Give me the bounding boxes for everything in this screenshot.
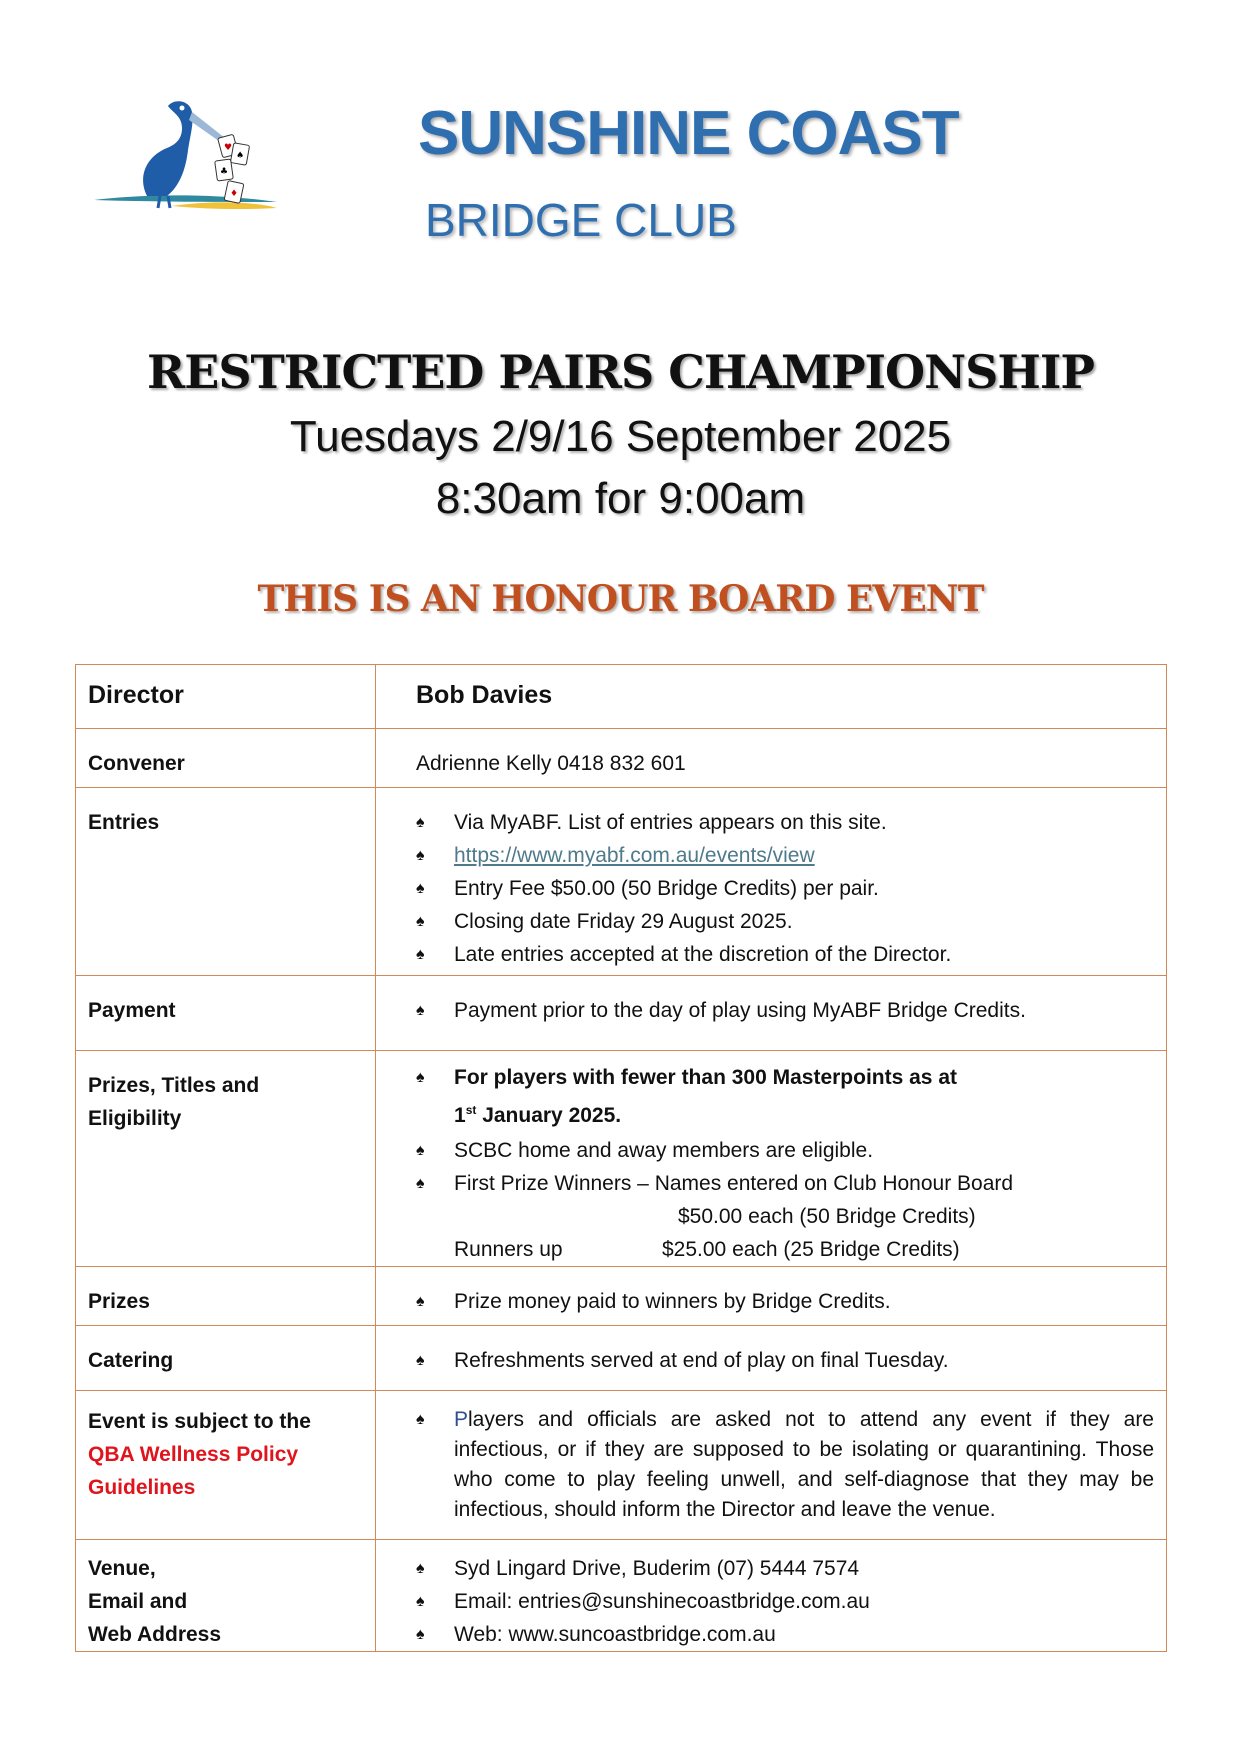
payment-list [376,976,1167,1051]
venue-address: Syd Lingard Drive, Buderim (07) 5444 7574 [454,1557,860,1580]
spade-icon: ♠ [416,1175,425,1192]
director-label: Director [76,665,376,729]
spade-icon: ♠ [416,847,425,864]
event-title: RESTRICTED PAIRS CHAMPIONSHIP [147,345,1094,399]
runners-up-amount: $25.00 each (25 Bridge Credits) [662,1238,960,1261]
prizes-titles-label-line2: Eligibility [88,1107,182,1130]
venue-label-line3: Web Address [88,1623,222,1646]
payment-label: Payment [76,976,376,1051]
catering-list [376,1326,1167,1391]
wellness-text: layers and officials are asked not to attend any event if they are infectious, or if they are supposed to be isolating or quarantining. Those who come to play feeling unwell, and self-diagnose that they may be infectious, should inform the Director and leave the venue. [454,1408,1154,1521]
honour-board-banner: THIS IS AN HONOUR BOARD EVENT [257,578,984,620]
event-dates: Tuesdays 2/9/16 September 2025 [289,412,952,461]
table-row-catering [76,1326,1167,1391]
convener-value: Adrienne Kelly 0418 832 601 [376,729,1167,788]
table-row-prizes [76,1267,1167,1326]
prizes-list [376,1267,1167,1326]
wellness-first-letter: P [454,1408,469,1431]
wellness-label [76,1391,376,1540]
convener-label: Convener [76,729,376,788]
venue-email[interactable]: Email: entries@sunshinecoastbridge.com.au [454,1590,870,1613]
pelican-holding-cards-logo [92,98,312,238]
list-item [416,1134,1154,1167]
table-row-convener [76,729,1167,788]
spade-icon: ♠ [416,880,425,897]
club-name-line2: BRIDGE CLUB [425,194,737,246]
venue-label [76,1540,376,1652]
catering-label: Catering [76,1326,376,1391]
entries-item-text: Entry Fee $50.00 (50 Bridge Credits) per pair. [454,877,879,900]
svg-text:♣: ♣ [220,167,229,177]
spade-icon: ♠ [416,913,425,930]
table-row-entries [76,788,1167,976]
eligibility-sup: st [465,1103,477,1117]
prizes-titles-list [376,1051,1167,1267]
spade-icon: ♠ [416,1352,425,1369]
venue-label-line1: Venue, [88,1557,156,1580]
first-prize-amount: $50.00 each (50 Bridge Credits) [678,1205,976,1228]
table-row-wellness [76,1391,1167,1540]
club-name-line1: SUNSHINE COAST [418,99,959,168]
myabf-events-link[interactable]: https://www.myabf.com.au/events/view [454,844,815,867]
spade-icon: ♠ [416,1142,425,1159]
event-time: 8:30am for 9:00am [435,474,806,523]
prizes-item-text: Prize money paid to winners by Bridge Credits. [454,1290,891,1313]
entries-item-text: Via MyABF. List of entries appears on this site. [454,811,887,834]
spade-icon: ♠ [416,1293,425,1310]
wellness-label-line1: Event is subject to the [88,1410,311,1433]
entries-label: Entries [76,788,376,976]
svg-text:♠: ♠ [236,151,245,161]
first-prize-text: First Prize Winners – Names entered on Club Honour Board [454,1172,1014,1195]
list-item [416,872,1154,905]
entries-list [376,788,1167,976]
table-row-prizes-titles [76,1051,1167,1267]
guidelines-label: Guidelines [88,1476,196,1499]
entries-item-text: Late entries accepted at the discretion of the Director. [454,943,952,966]
list-item [416,1285,1154,1318]
spade-icon: ♠ [416,1002,425,1019]
svg-text:♥: ♥ [224,143,233,153]
list-item [416,1061,1154,1132]
table-row-venue [76,1540,1167,1652]
list-item [416,1552,1154,1585]
list-item [416,1618,1154,1651]
list-item [416,1344,1154,1377]
spade-icon: ♠ [416,1411,425,1428]
eligibility-date: January 2025. [476,1104,622,1127]
spade-icon: ♠ [416,946,425,963]
runners-up-label: Runners up [454,1238,563,1261]
list-item [416,994,1154,1027]
venue-website[interactable]: Web: www.suncoastbridge.com.au [454,1623,776,1646]
venue-list [376,1540,1167,1652]
spade-icon: ♠ [416,1069,425,1086]
eligibility-day: 1 [454,1104,466,1127]
event-info-table [75,664,1167,1652]
spade-icon: ♠ [416,1626,425,1643]
director-name: Bob Davies [376,665,1167,729]
spade-icon: ♠ [416,1593,425,1610]
members-eligible-text: SCBC home and away members are eligible. [454,1139,874,1162]
runners-up-row [416,1233,1154,1266]
wellness-policy-text [376,1391,1167,1540]
venue-label-line2: Email and [88,1590,188,1613]
list-item [416,806,1154,839]
spade-icon: ♠ [416,1560,425,1577]
qba-wellness-policy-label: QBA Wellness Policy [88,1443,299,1466]
spade-icon: ♠ [416,814,425,831]
prizes-label: Prizes [76,1267,376,1326]
catering-item-text: Refreshments served at end of play on final Tuesday. [454,1349,949,1372]
list-item [416,905,1154,938]
eligibility-text: For players with fewer than 300 Masterpoints as at [454,1066,957,1089]
list-item [416,839,1154,872]
table-row-payment [76,976,1167,1051]
list-item [416,1167,1154,1200]
payment-item-text: Payment prior to the day of play using MyABF Bridge Credits. [454,999,1026,1022]
list-item [416,1585,1154,1618]
list-item [416,1405,1154,1525]
svg-text:♦: ♦ [230,189,239,199]
table-row-director [76,665,1167,729]
prizes-titles-label-line1: Prizes, Titles and [88,1074,260,1097]
list-item [416,938,1154,971]
prizes-titles-label [76,1051,376,1267]
entries-item-text: Closing date Friday 29 August 2025. [454,910,793,933]
